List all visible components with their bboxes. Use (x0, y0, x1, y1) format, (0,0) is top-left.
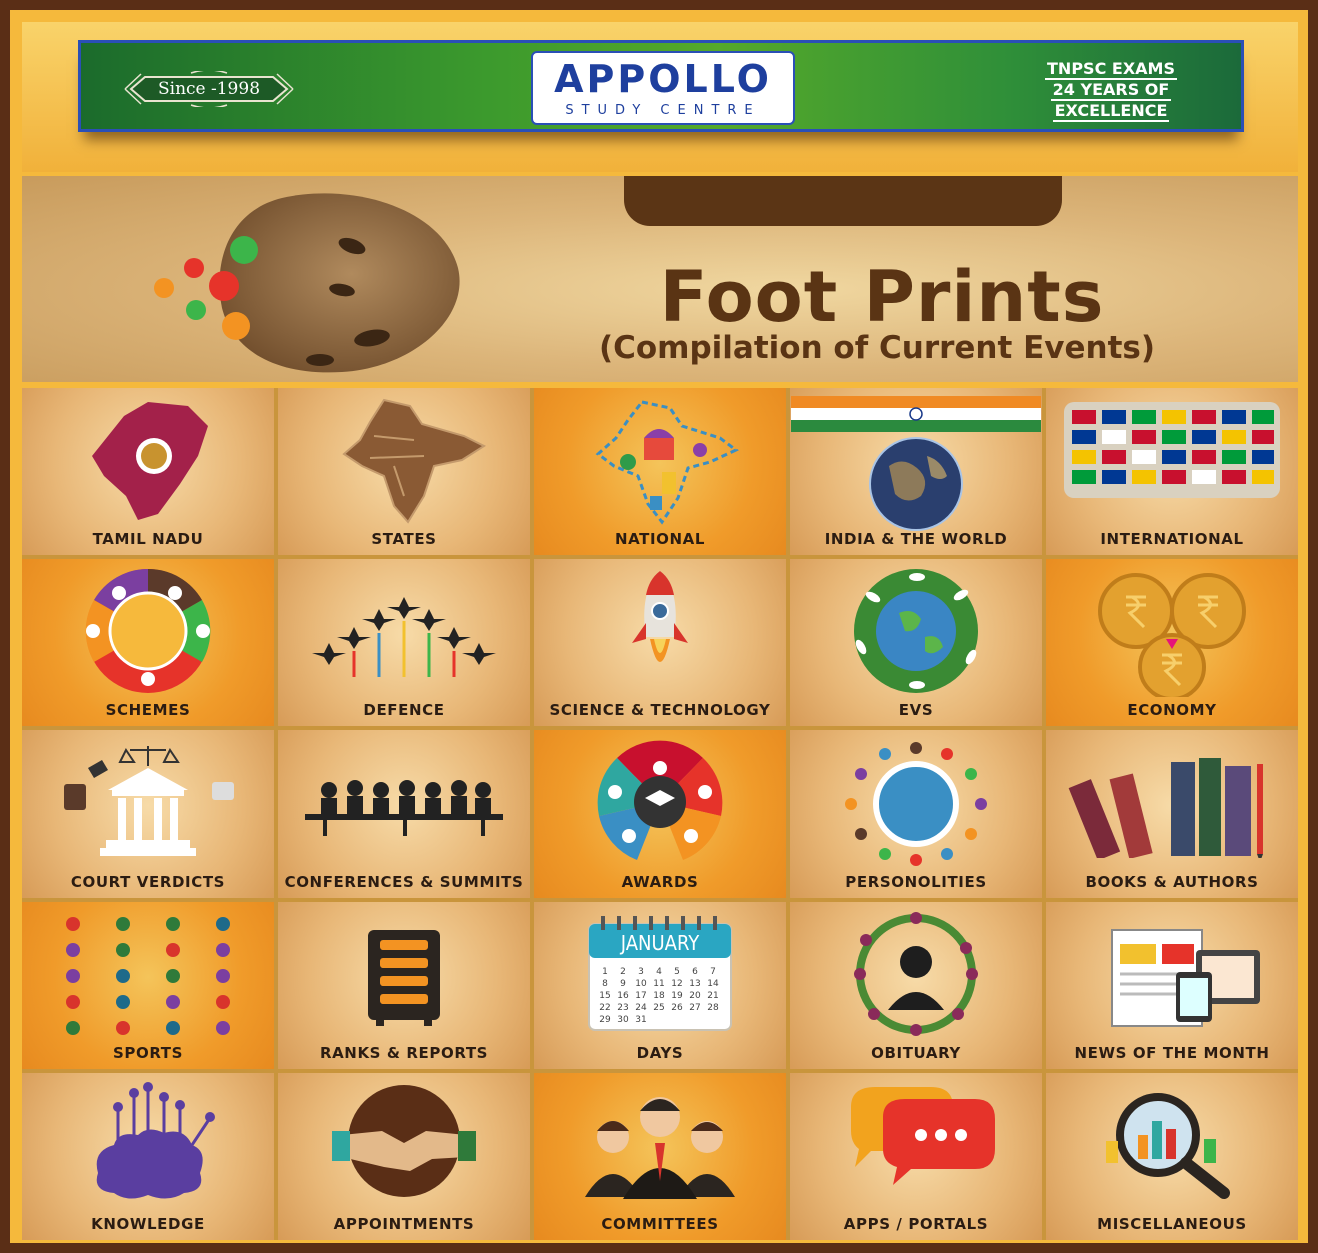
tile-obituary[interactable] (790, 902, 1042, 1069)
tile-label: INDIA & THE WORLD (824, 530, 1008, 549)
tile-label: PERSONOLITIES (845, 872, 987, 891)
calendar-day: 24 (635, 1002, 647, 1013)
books-pen-icon (1067, 738, 1277, 858)
calendar-day: 12 (671, 978, 683, 989)
since-text: Since -1998 (157, 79, 261, 99)
calendar-day: 16 (617, 990, 629, 1001)
tile-ranks-and-reports[interactable] (278, 902, 530, 1069)
globe-flag-icon (791, 396, 1041, 532)
tile-appointments[interactable] (278, 1073, 530, 1240)
tile-label: MISCELLANEOUS (1097, 1214, 1247, 1233)
tile-label: SPORTS (112, 1043, 184, 1062)
tile-knowledge[interactable] (22, 1073, 274, 1240)
business-people-icon (565, 1081, 755, 1201)
tile-international[interactable] (1046, 388, 1298, 555)
rupee-coins-icon (1082, 567, 1262, 697)
tagline-line-3: EXCELLENCE (1054, 101, 1168, 120)
tile-label: COURT VERDICTS (70, 872, 226, 891)
footprints-sand-icon (152, 188, 470, 374)
tile-schemes[interactable] (22, 559, 274, 726)
calendar-day: 7 (710, 966, 716, 977)
newspaper-devices-icon (1072, 910, 1272, 1034)
tile-label: RANKS & REPORTS (319, 1043, 489, 1062)
tile-label: APPS / PORTALS (843, 1214, 989, 1233)
chat-bubbles-icon (831, 1081, 1001, 1191)
tile-economy[interactable] (1046, 559, 1298, 726)
tile-label: INTERNATIONAL (1100, 530, 1244, 549)
flower-wreath-portrait-icon (826, 910, 1006, 1036)
tile-label: EVS (898, 701, 934, 720)
tile-national[interactable] (534, 388, 786, 555)
sports-pictograms-icon (43, 910, 253, 1038)
calendar-day: 5 (674, 966, 680, 977)
tile-label: BOOKS & AUTHORS (1085, 872, 1259, 891)
courthouse-icon (48, 738, 248, 868)
calendar-day: 6 (692, 966, 698, 977)
calendar-day: 10 (635, 978, 647, 989)
calendar-month: JANUARY (620, 930, 700, 955)
tile-personolities[interactable] (790, 730, 1042, 897)
tile-conferences-and-summits[interactable] (278, 730, 530, 897)
tile-label: APPOINTMENTS (333, 1214, 475, 1233)
tile-label: COMMITTEES (601, 1214, 719, 1233)
tile-evs[interactable] (790, 559, 1042, 726)
tile-label: DAYS (636, 1043, 684, 1062)
conference-table-icon (299, 738, 509, 848)
calendar-day: 27 (689, 1002, 701, 1013)
calendar-day: 19 (671, 990, 683, 1001)
logo-sub-text: STUDY CENTRE (565, 103, 761, 118)
calendar-day: 28 (707, 1002, 719, 1013)
tile-days[interactable] (534, 902, 786, 1069)
calendar-day: 9 (620, 978, 626, 989)
people-circle-icon (53, 567, 243, 697)
header-banner (78, 40, 1244, 132)
tile-tamil-nadu[interactable] (22, 388, 274, 555)
tile-label: KNOWLEDGE (91, 1214, 205, 1233)
handshake-icon (324, 1081, 484, 1201)
tile-apps-portals[interactable] (790, 1073, 1042, 1240)
title-band (22, 176, 1298, 382)
calendar-day: 29 (599, 1014, 611, 1025)
people-globe-icon (821, 738, 1011, 868)
tile-label (278, 874, 530, 890)
tagline-line-2: 24 YEARS OF (1052, 80, 1170, 99)
magnifier-chart-icon (1092, 1081, 1252, 1201)
since-badge (121, 71, 297, 107)
calendar-day: 26 (671, 1002, 683, 1013)
calendar-day: 3 (638, 966, 644, 977)
calendar-icon (575, 910, 745, 1034)
award-wheel-icon (565, 738, 755, 868)
calendar-day: 15 (599, 990, 611, 1001)
logo-main-text: APPOLLO (554, 57, 772, 101)
calendar-day: 17 (635, 990, 647, 1001)
rocket-icon (620, 567, 700, 687)
tile-news-of-the-month[interactable] (1046, 902, 1298, 1069)
india-states-map-icon (314, 396, 494, 526)
page-subtitle: (Compilation of Current Events) (598, 330, 1156, 366)
calendar-day: 18 (653, 990, 665, 1001)
tile-label: STATES (371, 530, 437, 549)
tile-label: NEWS OF THE MONTH (1074, 1043, 1270, 1062)
calendar-day: 21 (707, 990, 719, 1001)
tile-label: DEFENCE (363, 701, 445, 720)
calendar-day: 25 (653, 1002, 665, 1013)
tile-india-and-the-world[interactable] (790, 388, 1042, 555)
tile-awards[interactable] (534, 730, 786, 897)
tile-label (534, 702, 786, 718)
tile-science-and-technology[interactable] (534, 559, 786, 726)
tile-miscellaneous[interactable] (1046, 1073, 1298, 1240)
tagline-line-1: TNPSC EXAMS (1047, 59, 1175, 78)
tagline (1021, 59, 1201, 122)
tile-label: NATIONAL (614, 530, 706, 549)
tile-sports[interactable] (22, 902, 274, 1069)
calendar-day: 14 (707, 978, 719, 989)
earth-leaves-icon (821, 567, 1011, 697)
fighter-jets-icon (299, 567, 509, 697)
brain-circuit-icon (68, 1081, 228, 1207)
calendar-day: 31 (635, 1014, 647, 1025)
tile-court-verdicts[interactable] (22, 730, 274, 897)
tile-label-text: CONFERENCES & SUMMITS (284, 872, 524, 891)
tile-label: AWARDS (621, 872, 699, 891)
calendar-day: 23 (617, 1002, 629, 1013)
brown-tab (624, 176, 1062, 226)
tile-committees[interactable] (534, 1073, 786, 1240)
calendar-day: 1 (602, 966, 608, 977)
appollo-logo[interactable] (531, 51, 795, 125)
calendar-day: 20 (689, 990, 701, 1001)
calendar-day: 4 (656, 966, 662, 977)
tile-label: OBITUARY (871, 1043, 961, 1062)
calendar-day: 30 (617, 1014, 629, 1025)
tile-label: ECONOMY (1127, 701, 1217, 720)
calendar-day: 11 (653, 978, 665, 989)
page-title: Foot Prints (659, 256, 1105, 338)
calendar-day: 22 (599, 1002, 611, 1013)
tile-books-and-authors[interactable] (1046, 730, 1298, 897)
server-stack-icon (344, 910, 464, 1030)
calendar-day: 13 (689, 978, 701, 989)
tile-defence[interactable] (278, 559, 530, 726)
category-grid (22, 388, 1298, 1240)
calendar-day: 8 (602, 978, 608, 989)
tile-label-text: SCIENCE & TECHNOLOGY (549, 701, 771, 720)
tamil-nadu-map-icon (68, 396, 228, 526)
calendar-day: 2 (620, 966, 626, 977)
tile-label: SCHEMES (105, 701, 191, 720)
tile-states[interactable] (278, 388, 530, 555)
world-flags-icon (1062, 396, 1282, 506)
tile-label: TAMIL NADU (92, 530, 204, 549)
national-monuments-map-icon (570, 396, 750, 526)
